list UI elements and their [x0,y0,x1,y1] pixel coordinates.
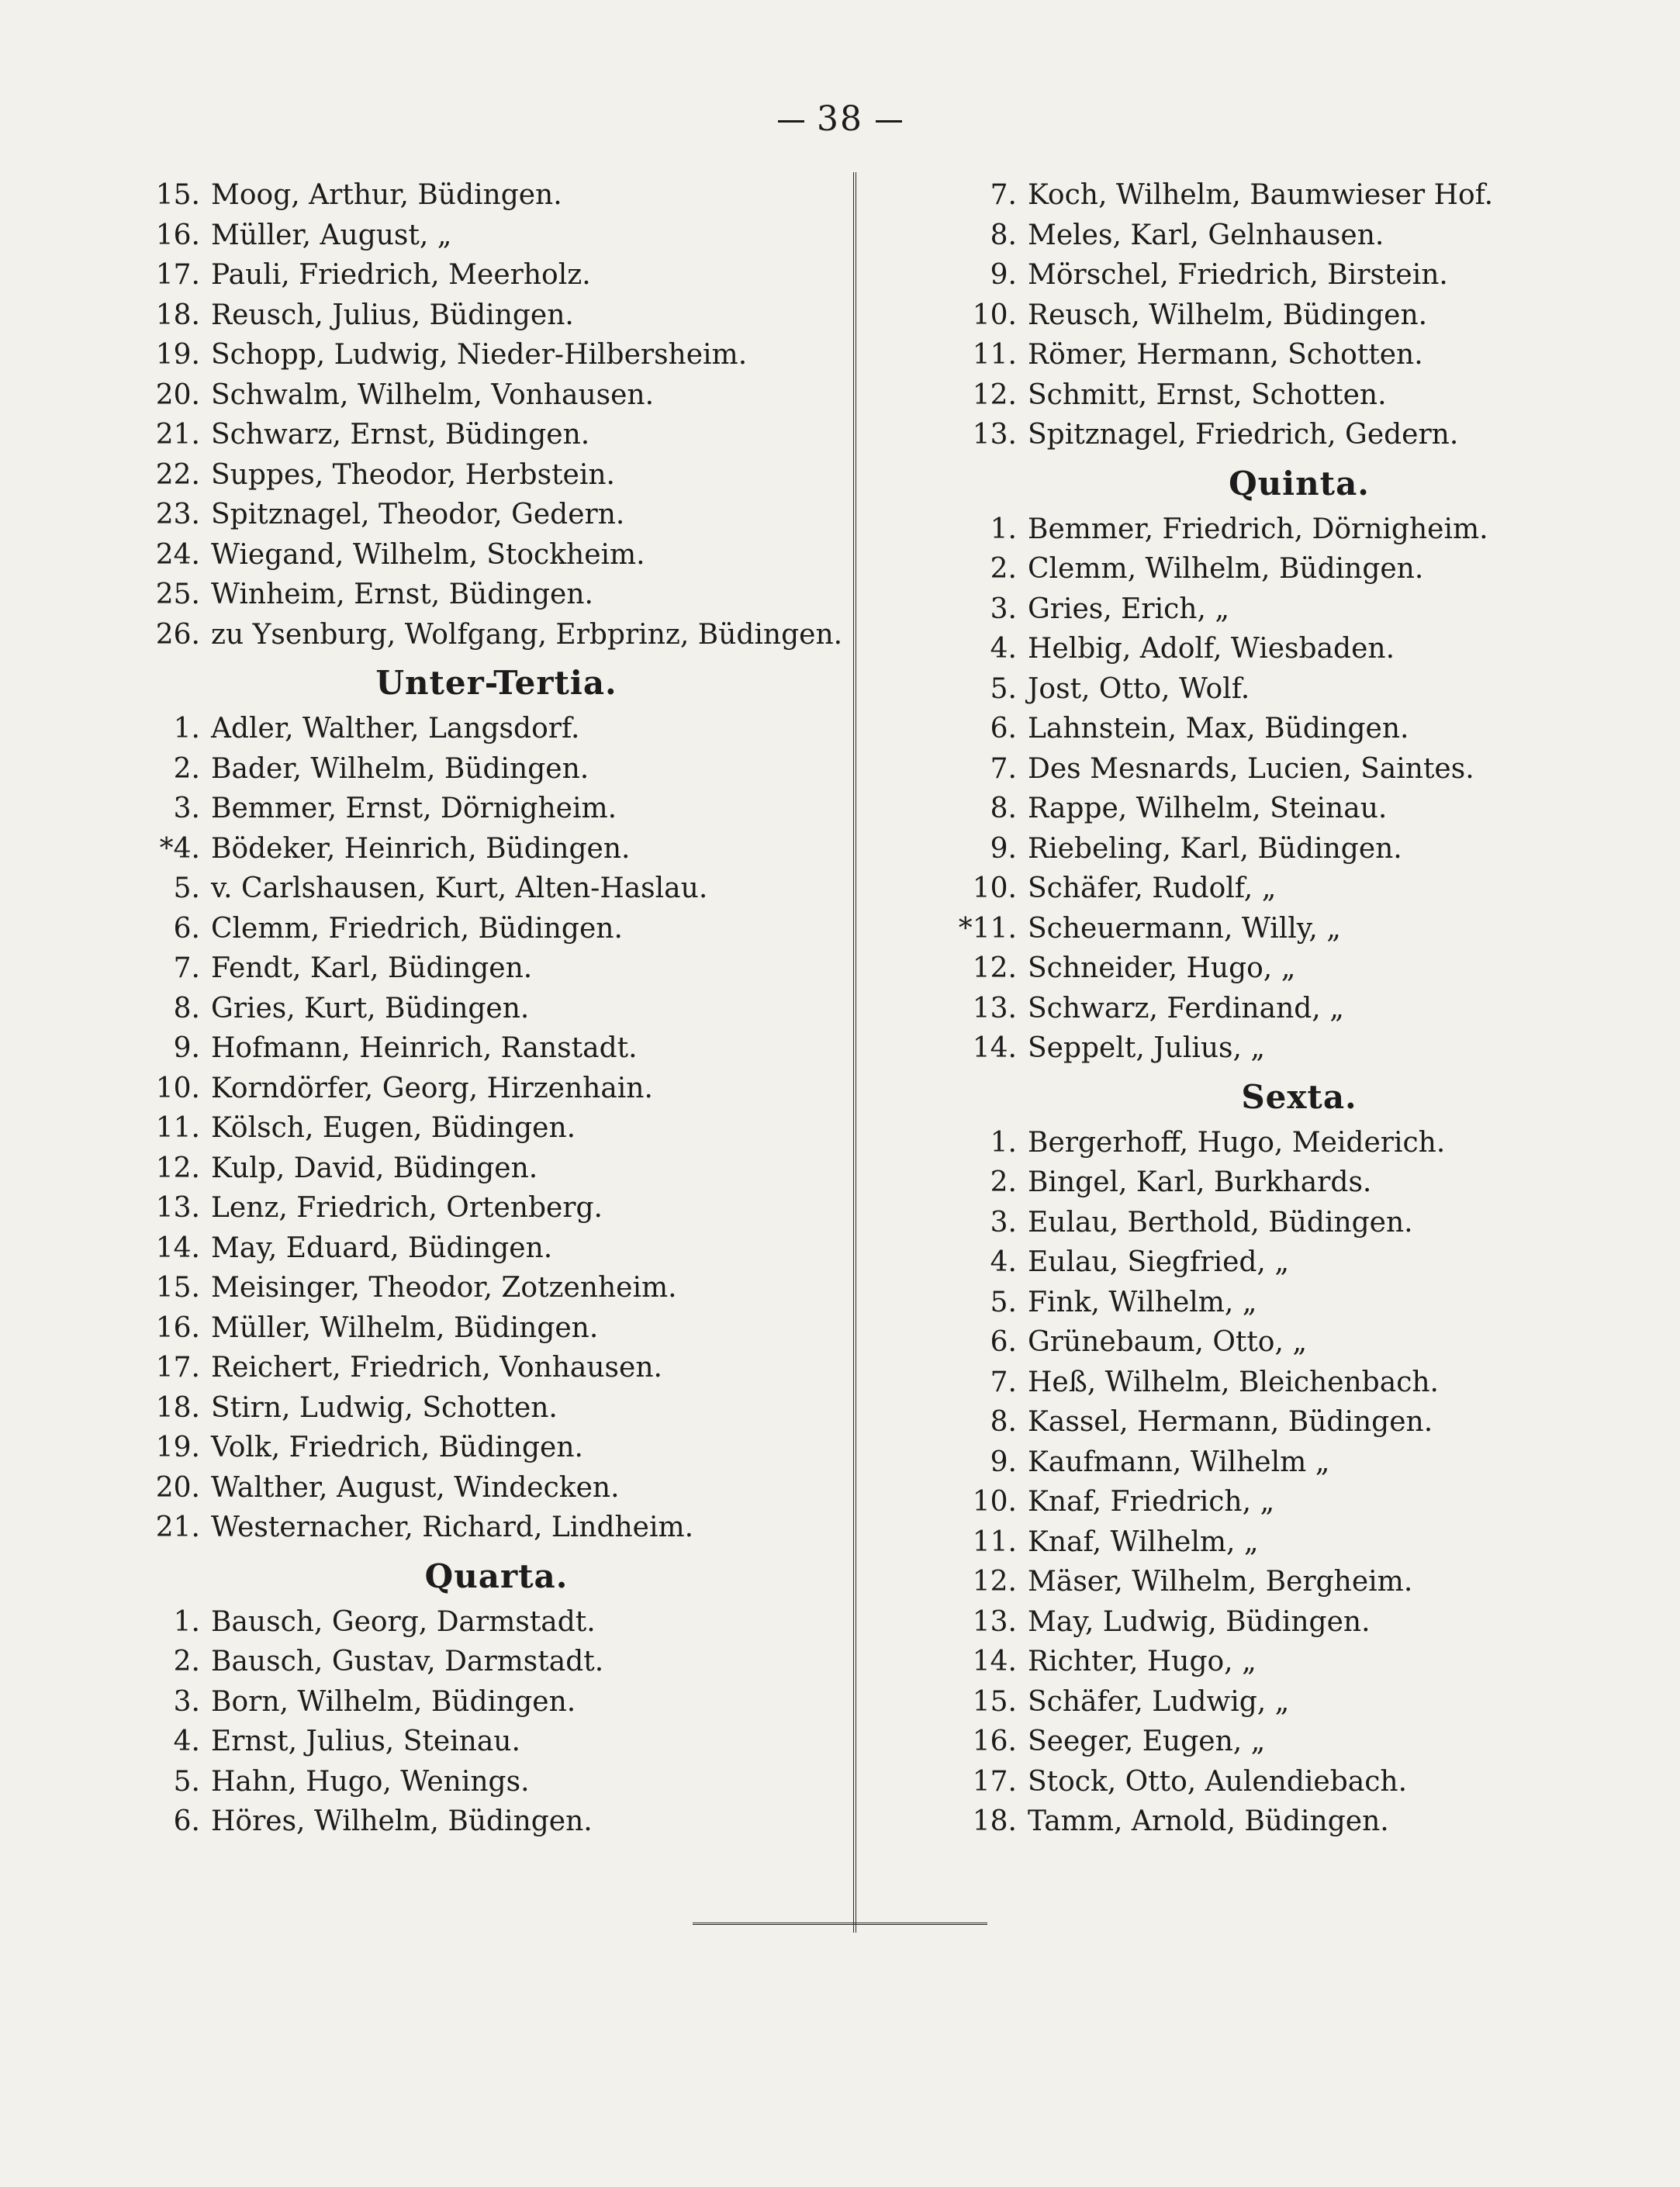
list-item-text: Bödeker, Heinrich, Büdingen. [211,832,631,865]
list-item [942,1123,1625,1163]
list-item-text: Bingel, Karl, Burkhards. [1028,1166,1372,1198]
list-item-number: 8. [990,793,1017,824]
list-item-text: Lenz, Friedrich, Ortenberg. [211,1192,603,1224]
list-item-text: Tamm, Arnold, Büdingen. [1028,1805,1389,1837]
list-item-number: 19. [155,1432,200,1463]
list-item-text: Stirn, Ludwig, Schotten. [211,1391,558,1424]
list-item-text: Seppelt, Julius, „ [1028,1032,1266,1064]
list-item-number: 8. [173,992,200,1024]
right-column [942,175,1625,1842]
list-item-number: 17. [972,1765,1017,1798]
list-item-number: 9. [990,832,1017,865]
list-item-text: Spitznagel, Theodor, Gedern. [211,499,625,530]
list-item-number: 1. [173,1605,200,1638]
list-item-number: 11. [155,1112,200,1144]
list-item [942,255,1625,295]
list-continued-right [942,175,1625,455]
list-item [132,175,814,216]
list-item-text: Bader, Wilhelm, Büdingen. [211,752,589,785]
list-item-text: Winheim, Ernst, Büdingen. [211,579,593,610]
list-item-text: Fink, Wilhelm, „ [1028,1286,1257,1318]
list-item-text: Richter, Hugo, „ [1028,1646,1257,1677]
list-item [132,1268,814,1308]
list-item [942,1482,1625,1522]
list-item-number: 17. [155,259,200,291]
list-item [132,415,814,455]
list-item [942,510,1625,550]
list-item-number: 6. [990,1326,1017,1358]
list-item-number: 5. [990,1286,1017,1318]
page-number-dash-left [778,120,804,123]
list-item-number: 17. [155,1352,200,1384]
list-item-number: 7. [990,1366,1017,1398]
list-item-text: Bemmer, Friedrich, Dörnigheim. [1028,513,1488,545]
list-item-number: 19. [155,339,200,371]
list-item-number: 12. [155,1152,200,1184]
list-item-number: 5. [173,872,200,904]
list-item [132,375,814,416]
list-item-number: 8. [990,219,1017,251]
list-item-number: 4. [173,1726,200,1757]
list-item [942,375,1625,416]
list-item-text: Schäfer, Ludwig, „ [1028,1685,1290,1718]
list-item [942,909,1625,949]
list-item [132,1682,814,1722]
list-item-number: 5. [990,672,1017,705]
list-item-number: 6. [173,1805,200,1837]
list-item [132,1069,814,1109]
list-item [132,495,814,535]
list-item-number: 13. [972,419,1017,451]
list-item-number: 5. [173,1765,200,1798]
list-item [132,255,814,295]
page-number-value: 38 [817,99,863,139]
list-item-number: 3. [173,793,200,824]
list-item [942,1203,1625,1243]
list-item-text: Rappe, Wilhelm, Steinau. [1028,793,1388,824]
list-item-number: 3. [990,1206,1017,1239]
list-item-text: Müller, August, „ [211,219,452,251]
list-item-text: Eulau, Berthold, Büdingen. [1028,1206,1413,1239]
list-item [132,829,814,869]
list-item-text: Scheuermann, Willy, „ [1028,912,1341,945]
list-item [942,1682,1625,1722]
list-item-number: 15. [155,1272,200,1304]
left-column [132,175,843,1842]
list-item-text: Schwalm, Wilhelm, Vonhausen. [211,378,655,411]
column-divider [853,172,856,1933]
list-item-text: Hofmann, Heinrich, Ranstadt. [211,1032,638,1064]
list-item-number: 10. [155,1072,200,1104]
list-item-number: 14. [972,1646,1017,1677]
list-item [132,1188,814,1228]
list-item-number: 14. [972,1032,1017,1064]
section-heading-sexta: Sexta. [1241,1077,1357,1116]
list-item-text: Kaufmann, Wilhelm „ [1028,1446,1330,1478]
list-item [942,1602,1625,1643]
list-item [132,216,814,256]
list-item [132,789,814,829]
list-item [942,415,1625,455]
list-item [132,1762,814,1802]
list-unter-tertia [132,709,814,1548]
list-item-text: Ernst, Julius, Steinau. [211,1726,520,1757]
list-quarta [132,1602,814,1842]
list-item-number: 22. [155,458,200,491]
list-item-number: 7. [990,752,1017,785]
list-item-text: Grünebaum, Otto, „ [1028,1326,1308,1358]
list-item-text: Westernacher, Richard, Lindheim. [211,1512,694,1543]
section-heading-quarta: Quarta. [424,1556,569,1595]
list-item-text: Born, Wilhelm, Büdingen. [211,1685,576,1718]
list-item-text: Kölsch, Eugen, Büdingen. [211,1112,576,1144]
list-item [942,335,1625,375]
list-item-text: Clemm, Friedrich, Büdingen. [211,912,623,945]
list-item-number: 20. [155,1471,200,1504]
list-item-number: 13. [972,992,1017,1024]
page-number [0,99,1680,139]
list-item-text: zu Ysenburg, Wolfgang, Erbprinz, Büdingen. [211,618,843,651]
list-item [942,669,1625,710]
list-item [942,869,1625,909]
list-item [942,295,1625,336]
list-item-text: Schmitt, Ernst, Schotten. [1028,378,1387,411]
list-item [132,535,814,575]
list-item [132,1108,814,1149]
list-item [132,1802,814,1842]
list-item [132,989,814,1029]
list-item-number: 18. [972,1805,1017,1837]
list-item-text: Gries, Kurt, Büdingen. [211,992,530,1024]
list-item-number: *11. [958,912,1017,945]
list-item-text: Reusch, Wilhelm, Büdingen. [1028,299,1428,331]
list-item-text: Schwarz, Ernst, Büdingen. [211,419,590,451]
list-item-number: 18. [155,299,200,331]
list-item [132,1149,814,1189]
list-item [132,1028,814,1069]
list-item-text: Jost, Otto, Wolf. [1028,672,1250,705]
list-item-number: 12. [972,1566,1017,1598]
list-item-number: 7. [990,179,1017,211]
list-item-number: 16. [155,219,200,251]
list-item-text: Moog, Arthur, Büdingen. [211,179,562,211]
list-item-number: 10. [972,872,1017,904]
list-item [942,1722,1625,1762]
list-item-text: Volk, Friedrich, Büdingen. [211,1432,583,1463]
list-item-number: 21. [155,1512,200,1543]
list-item-number: 20. [155,378,200,411]
list-item [942,1028,1625,1069]
list-item-text: Fendt, Karl, Büdingen. [211,952,533,984]
list-item-text: Höres, Wilhelm, Büdingen. [211,1805,593,1837]
list-item-number: 1. [173,713,200,745]
list-item-number: 13. [155,1192,200,1224]
list-item-number: 1. [990,1126,1017,1159]
list-item-number: 10. [972,299,1017,331]
list-item-text: Hahn, Hugo, Wenings. [211,1765,530,1798]
list-item-text: Reichert, Friedrich, Vonhausen. [211,1352,662,1384]
list-item [942,629,1625,669]
list-item [132,709,814,749]
list-item-text: Knaf, Friedrich, „ [1028,1486,1275,1518]
list-item-text: Bausch, Georg, Darmstadt. [211,1605,596,1638]
list-item-text: Eulau, Siegfried, „ [1028,1246,1289,1278]
list-item-number: 8. [990,1406,1017,1438]
list-item-number: 1. [990,513,1017,545]
section-heading-quinta: Quinta. [1229,464,1370,503]
list-item-text: Schäfer, Rudolf, „ [1028,872,1277,904]
list-item [942,1442,1625,1483]
list-item [942,948,1625,989]
list-item-text: Helbig, Adolf, Wiesbaden. [1028,633,1395,665]
list-item [942,1402,1625,1442]
list-item-number: 14. [155,1232,200,1264]
list-item [942,1363,1625,1403]
list-item [942,749,1625,789]
list-item-text: Knaf, Wilhelm, „ [1028,1525,1259,1558]
list-item [132,1602,814,1643]
list-item [942,216,1625,256]
list-item [942,549,1625,589]
list-item-number: 15. [155,179,200,211]
list-item-number: 10. [972,1486,1017,1518]
list-item-text: Schopp, Ludwig, Nieder-Hilbersheim. [211,339,748,371]
list-item-number: 9. [990,1446,1017,1478]
list-item [942,789,1625,829]
list-item-text: Mörschel, Friedrich, Birstein. [1028,259,1448,291]
list-item [942,1242,1625,1283]
list-item [132,615,843,655]
list-item-text: Korndörfer, Georg, Hirzenhain. [211,1072,653,1104]
list-item-text: Kulp, David, Büdingen. [211,1152,538,1184]
list-item-text: Heß, Wilhelm, Bleichenbach. [1028,1366,1439,1398]
section-heading-unter-tertia: Unter-Tertia. [375,664,617,702]
list-item [132,909,814,949]
list-item-number: 21. [155,419,200,451]
list-sexta [942,1123,1625,1842]
list-item [132,295,814,336]
list-item [132,575,814,615]
list-item [942,829,1625,869]
list-item [942,989,1625,1029]
list-item-number: 6. [173,912,200,945]
list-item-text: Kassel, Hermann, Büdingen. [1028,1406,1433,1438]
list-item-text: Mäser, Wilhelm, Bergheim. [1028,1566,1413,1598]
list-item-number: 2. [173,1646,200,1677]
list-item-number: 18. [155,1391,200,1424]
list-item-number: 2. [990,553,1017,585]
list-item-number: 4. [990,633,1017,665]
list-item-number: 16. [155,1311,200,1344]
list-item [132,1388,814,1429]
list-item-number: 3. [990,593,1017,625]
list-item-text: Schneider, Hugo, „ [1028,952,1296,984]
list-item [942,175,1625,216]
list-item [132,1722,814,1762]
list-item-number: 6. [990,713,1017,745]
list-item-number: 16. [972,1726,1017,1757]
list-item [132,1642,814,1682]
list-item-number: *4. [159,832,200,865]
list-item [942,1322,1625,1363]
list-item-text: Meisinger, Theodor, Zotzenheim. [211,1272,677,1304]
list-item-number: 23. [155,499,200,530]
list-item [132,749,814,789]
list-item-text: Suppes, Theodor, Herbstein. [211,458,615,491]
list-item-text: Reusch, Julius, Büdingen. [211,299,574,331]
list-item [132,1468,814,1508]
list-item-text: Gries, Erich, „ [1028,593,1230,625]
list-item-number: 25. [155,579,200,610]
list-item [942,1522,1625,1563]
list-item [942,1562,1625,1602]
list-item-text: Riebeling, Karl, Büdingen. [1028,832,1402,865]
list-item [132,1228,814,1269]
list-item-text: Bausch, Gustav, Darmstadt. [211,1646,604,1677]
list-item-text: Pauli, Friedrich, Meerholz. [211,259,591,291]
list-item-number: 3. [173,1685,200,1718]
page-number-dash-right [876,120,902,123]
list-item-text: Römer, Hermann, Schotten. [1028,339,1423,371]
list-item-number: 26. [155,618,200,651]
list-quinta [942,510,1625,1069]
list-item-text: Walther, August, Windecken. [211,1471,620,1504]
list-item [132,948,814,989]
bottom-rule [693,1923,987,1925]
list-item [132,335,814,375]
list-item-text: Wiegand, Wilhelm, Stockheim. [211,538,645,571]
list-item-text: Stock, Otto, Aulendiebach. [1028,1765,1408,1798]
list-item [942,1802,1625,1842]
list-item-text: Meles, Karl, Gelnhausen. [1028,219,1384,251]
list-item-text: May, Eduard, Büdingen. [211,1232,553,1264]
list-item-text: Adler, Walther, Langsdorf. [211,713,580,745]
list-item [942,589,1625,630]
list-item [132,455,814,496]
list-item [132,1428,814,1468]
list-item-text: Spitznagel, Friedrich, Gedern. [1028,419,1459,451]
list-item-text: Schwarz, Ferdinand, „ [1028,992,1344,1024]
list-item [942,709,1625,749]
list-item-text: Müller, Wilhelm, Büdingen. [211,1311,599,1344]
list-item [942,1163,1625,1203]
list-item [132,1508,814,1548]
list-item [942,1283,1625,1323]
list-item [132,1308,814,1349]
list-item [942,1762,1625,1802]
list-item-text: Seeger, Eugen, „ [1028,1726,1266,1757]
list-item-text: Bemmer, Ernst, Dörnigheim. [211,793,617,824]
list-item-text: Des Mesnards, Lucien, Saintes. [1028,752,1474,785]
list-item-text: v. Carlshausen, Kurt, Alten-Haslau. [211,872,708,904]
list-item-number: 12. [972,378,1017,411]
list-item [132,1348,814,1388]
list-item-number: 13. [972,1605,1017,1638]
list-item-text: Lahnstein, Max, Büdingen. [1028,713,1409,745]
list-item-number: 11. [972,339,1017,371]
list-item-number: 7. [173,952,200,984]
list-item [132,869,814,909]
list-item-text: Bergerhoff, Hugo, Meiderich. [1028,1126,1446,1159]
list-continued-left [132,175,843,655]
list-item-number: 11. [972,1525,1017,1558]
list-item-number: 24. [155,538,200,571]
list-item-number: 12. [972,952,1017,984]
list-item-number: 2. [173,752,200,785]
list-item-text: Koch, Wilhelm, Baumwieser Hof. [1028,179,1494,211]
list-item-number: 4. [990,1246,1017,1278]
list-item-number: 9. [990,259,1017,291]
list-item-text: Clemm, Wilhelm, Büdingen. [1028,553,1424,585]
list-item-number: 15. [972,1685,1017,1718]
list-item-number: 9. [173,1032,200,1064]
list-item-text: May, Ludwig, Büdingen. [1028,1605,1371,1638]
list-item [942,1642,1625,1682]
list-item-number: 2. [990,1166,1017,1198]
